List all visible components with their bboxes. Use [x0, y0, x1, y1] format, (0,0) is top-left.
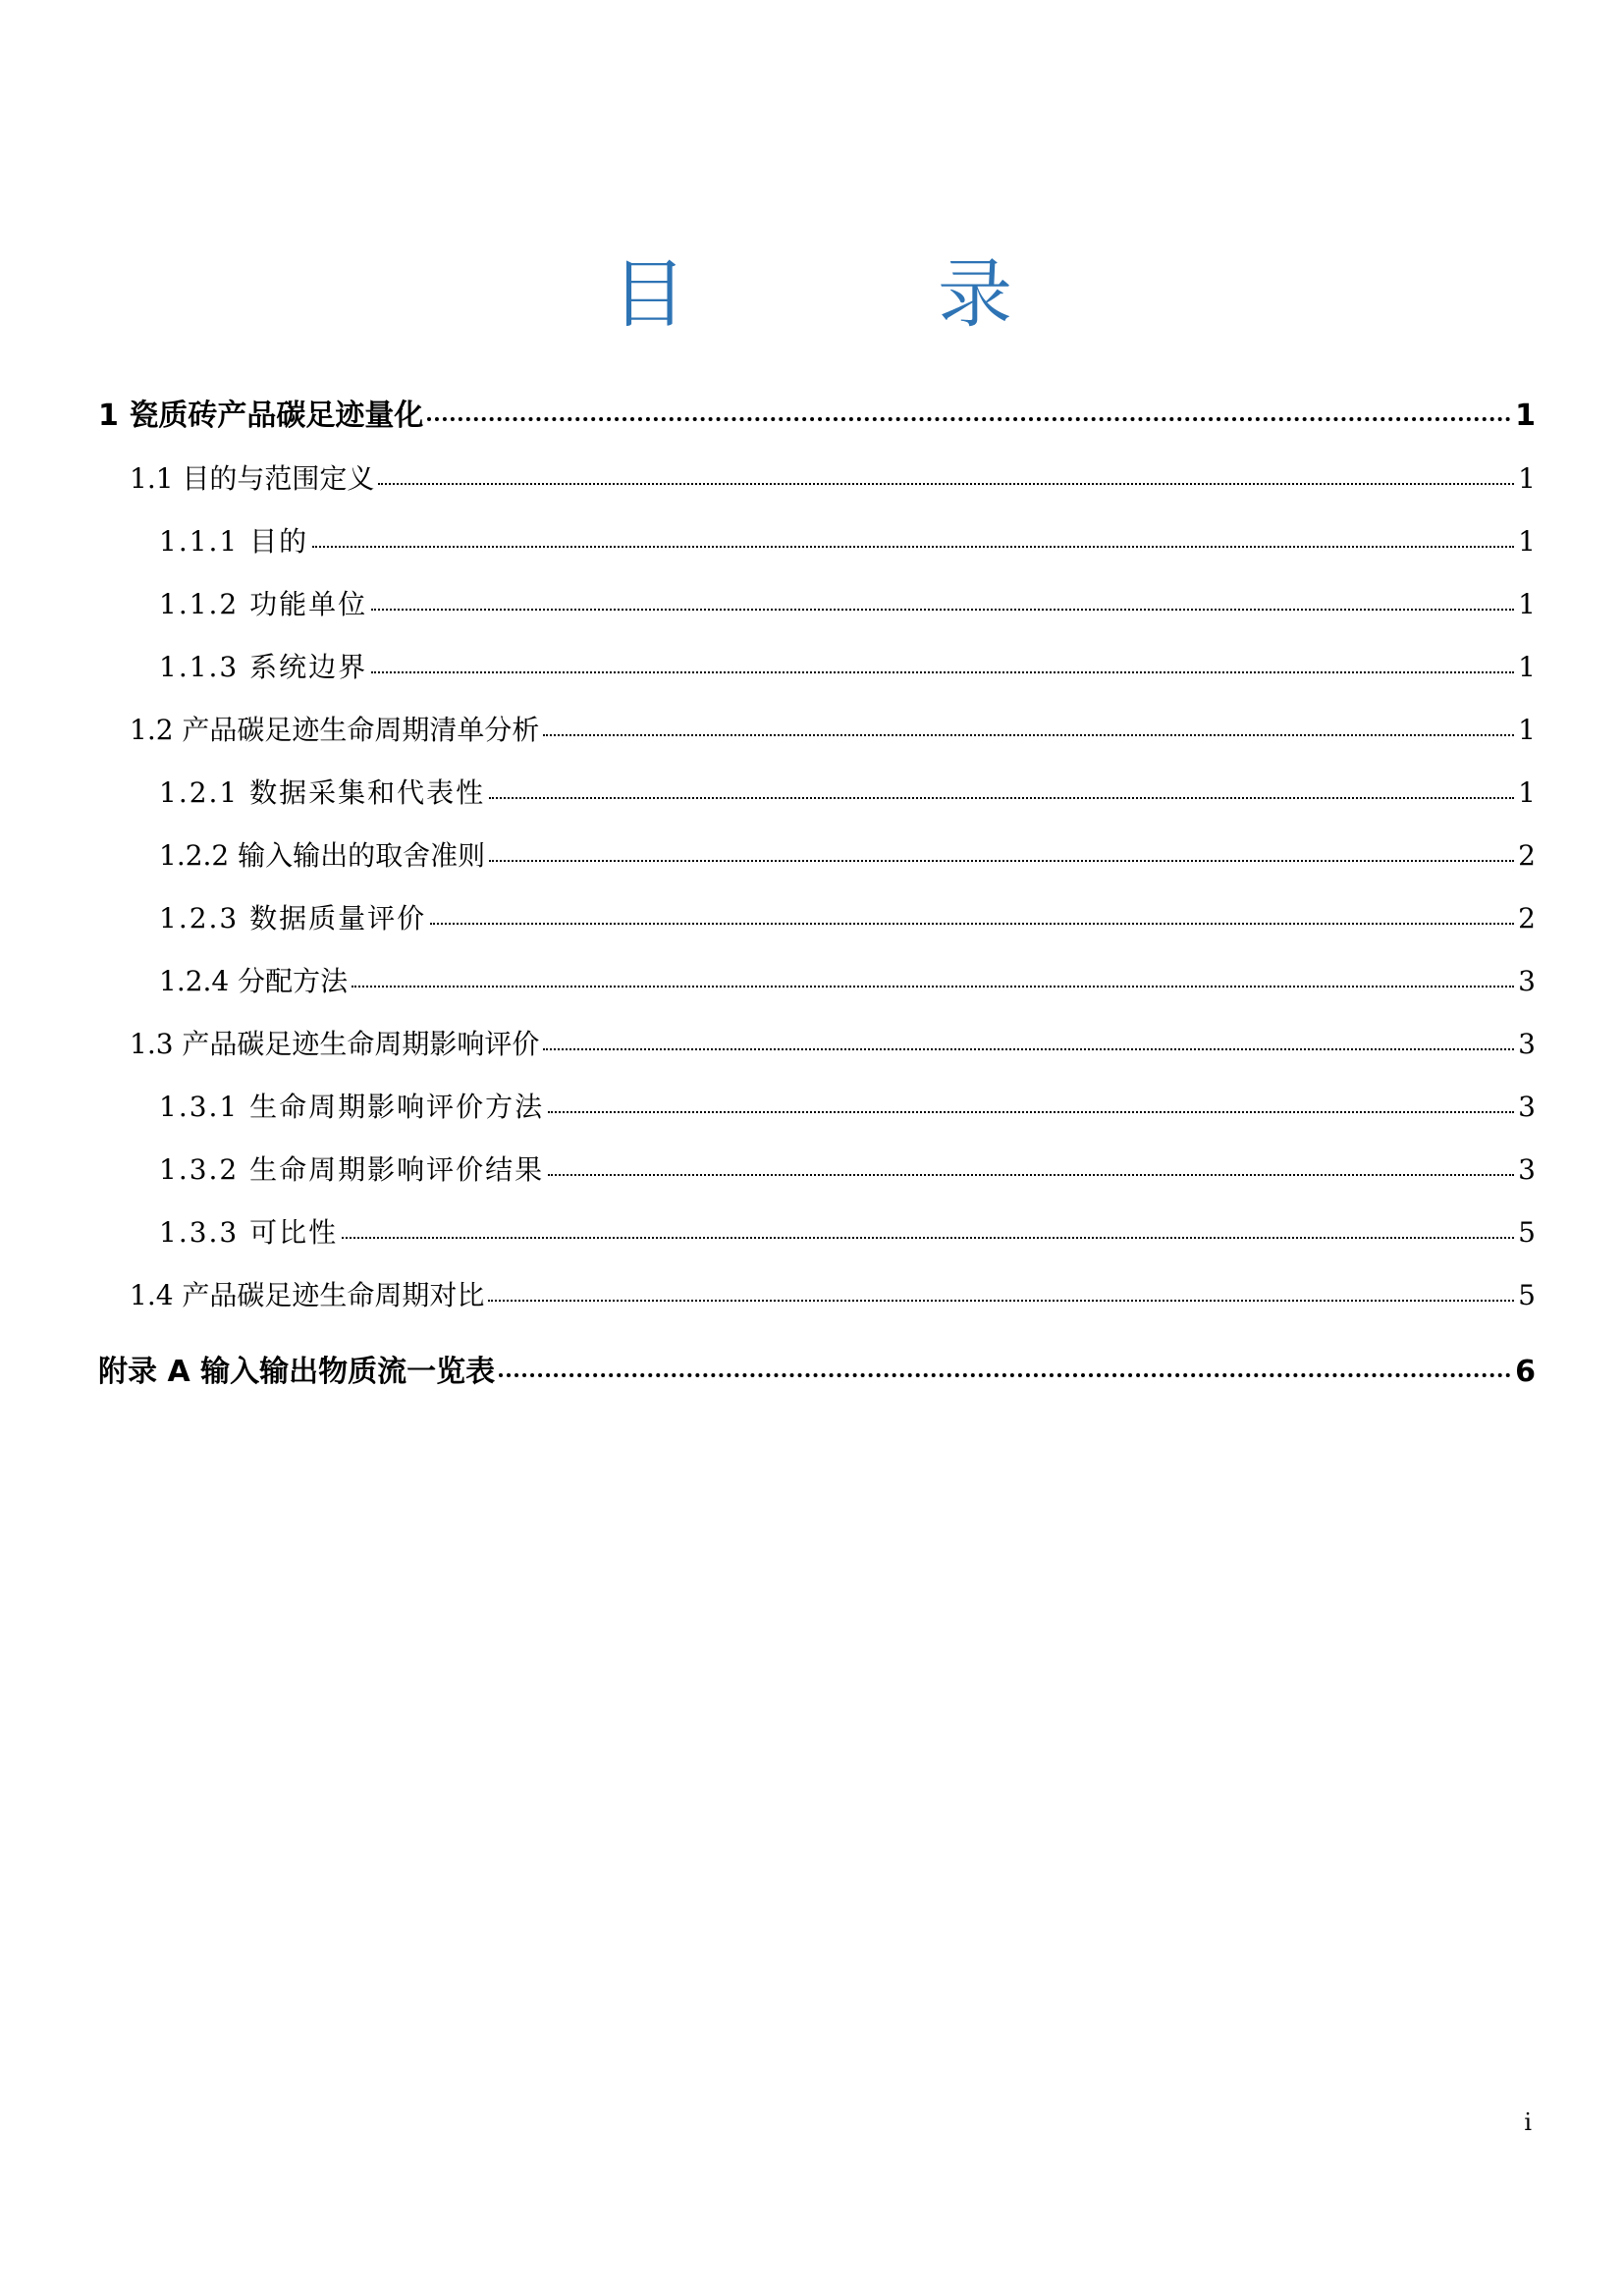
toc-entry-page: 3: [1518, 1028, 1536, 1060]
toc-entry[interactable]: [98, 950, 1536, 1013]
toc-entry[interactable]: [98, 573, 1536, 636]
toc-entry[interactable]: [98, 1076, 1536, 1139]
toc-entry-label: 1.2.3 数据质量评价: [159, 902, 427, 934]
table-of-contents: [98, 385, 1536, 1404]
dot-leader: [489, 859, 1514, 862]
toc-entry-label: 1.2 产品碳足迹生命周期清单分析: [130, 714, 540, 746]
toc-entry-page: 5: [1518, 1279, 1536, 1311]
toc-entry-page: 6: [1515, 1355, 1536, 1389]
dot-leader: [378, 482, 1514, 485]
toc-entry[interactable]: [98, 1341, 1536, 1404]
toc-entry[interactable]: [98, 887, 1536, 950]
toc-entry-page: 3: [1518, 1091, 1536, 1123]
toc-entry-label: 1.1.3 系统边界: [159, 651, 368, 683]
toc-entry[interactable]: [98, 1139, 1536, 1201]
toc-entry-page: 1: [1518, 651, 1536, 683]
dot-leader: [543, 1047, 1514, 1050]
dot-leader: [489, 796, 1514, 799]
toc-entry-page: 1: [1518, 588, 1536, 620]
toc-entry-page: 1: [1518, 776, 1536, 809]
dot-leader: [488, 1299, 1514, 1302]
toc-entry[interactable]: [98, 1013, 1536, 1076]
toc-entry-label: 1.3.1 生命周期影响评价方法: [159, 1091, 545, 1123]
dot-leader: [352, 985, 1514, 988]
toc-entry-page: 1: [1515, 399, 1536, 433]
page-number: i: [1524, 2109, 1532, 2136]
dot-leader: [548, 1173, 1514, 1176]
dot-leader: [427, 416, 1511, 421]
toc-entry-page: 2: [1518, 902, 1536, 934]
toc-entry-label: 1.3.2 生命周期影响评价结果: [159, 1153, 545, 1186]
toc-entry-page: 3: [1518, 965, 1536, 997]
dot-leader: [371, 608, 1514, 611]
toc-entry-label: 1.2.4 分配方法: [159, 965, 349, 997]
toc-entry-page: 3: [1518, 1153, 1536, 1186]
toc-entry-page: 1: [1518, 525, 1536, 558]
toc-entry[interactable]: [98, 636, 1536, 699]
toc-entry[interactable]: [98, 1264, 1536, 1327]
page-title: 目 录: [612, 250, 1101, 338]
toc-entry-label: 1.1 目的与范围定义: [130, 462, 375, 495]
toc-entry-label: 1.4 产品碳足迹生命周期对比: [130, 1279, 485, 1311]
dot-leader: [342, 1236, 1514, 1239]
toc-entry-label: 附录 A 输入输出物质流一览表: [98, 1355, 496, 1389]
toc-entry-label: 1.2.1 数据采集和代表性: [159, 776, 486, 809]
toc-entry-page: 1: [1518, 714, 1536, 746]
toc-entry-label: 1.1.1 目的: [159, 525, 309, 558]
toc-entry[interactable]: [98, 448, 1536, 510]
dot-leader: [548, 1110, 1514, 1113]
toc-entry[interactable]: [98, 762, 1536, 825]
toc-entry[interactable]: [98, 699, 1536, 762]
toc-entry-label: 1.1.2 功能单位: [159, 588, 368, 620]
toc-entry-label: 1.2.2 输入输出的取舍准则: [159, 839, 486, 872]
toc-entry-page: 5: [1518, 1216, 1536, 1249]
toc-entry-label: 1.3.3 可比性: [159, 1216, 339, 1249]
toc-entry[interactable]: [98, 825, 1536, 887]
dot-leader: [543, 733, 1514, 736]
dot-leader: [430, 922, 1514, 925]
dot-leader: [312, 545, 1514, 548]
toc-entry-page: 2: [1518, 839, 1536, 872]
dot-leader: [371, 670, 1514, 673]
toc-entry-label: 1.3 产品碳足迹生命周期影响评价: [130, 1028, 540, 1060]
dot-leader: [499, 1372, 1511, 1377]
toc-entry[interactable]: [98, 510, 1536, 573]
toc-entry[interactable]: [98, 1201, 1536, 1264]
toc-entry-label: 1 瓷质砖产品碳足迹量化: [98, 399, 424, 433]
toc-entry-page: 1: [1518, 462, 1536, 495]
toc-entry[interactable]: [98, 385, 1536, 448]
